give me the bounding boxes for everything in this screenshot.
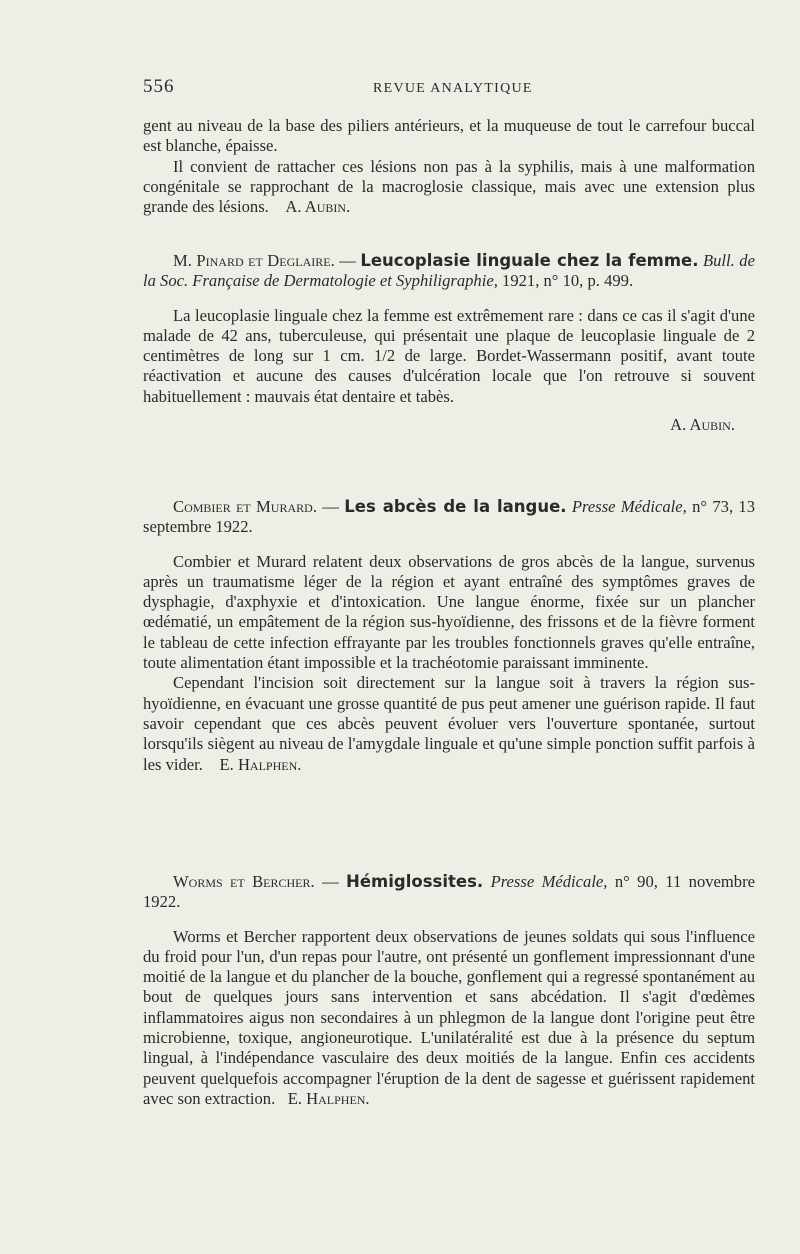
article-2-citation [143,497,755,538]
article-3-journal: Presse Médicale, [490,872,608,891]
page-number: 556 [143,76,175,97]
article-3-ref: n° 90, 11 novembre 1922. [143,872,756,912]
article-3-body [143,927,755,1110]
article-1-dash: — [339,251,356,270]
article-leucoplasie [143,251,755,435]
intro-paragraph-1: gent au niveau de la base des piliers antérieurs, et la muqueuse de tout le carrefour buccal est blanche, épaisse. [143,116,755,156]
article-3-authors: Worms et Bercher. [173,872,315,891]
article-1-authors: M. Pinard et Deglaire. [173,251,335,270]
running-title: REVUE ANALYTIQUE [373,81,533,96]
article-2-signature: E. Halphen. [219,754,302,774]
article-2-ref: n° 73, 13 septembre 1922. [143,497,756,537]
article-3-body-text: Worms et Bercher rapportent deux observations de jeunes soldats qui sous l'influence du froid pour l'un, d'un repas pour l'autre, ont présenté un gonflement impressionnant d'une moitié de la langue et du plancher de la bouche, gonflement qui a regressé spontanément au bout de quelques jours sans intervention et sans abcédation. Il s'agit d'œdèmes inflammatoires aigus non secondaires à un phlegmon de la langue dont l'origine peut être microbienne, toxique, angioneurotique. L'unilatéralité est due à la présence du septum lingual, à l'indépendance vasculaire des deux moitiés de la langue. Enfin ces accidents peuvent quelquefois accompagner l'éruption de la dent de sagesse et guérissent rapidement avec son extraction. [143,926,755,1108]
intro-paragraph-2 [143,157,755,218]
article-2-authors: Combier et Murard. [173,497,317,516]
article-2-title: Les abcès de la langue. [344,497,567,516]
article-2-journal: Presse Médicale, [571,497,687,516]
article-abces [143,497,755,775]
article-2-body-2 [143,673,755,774]
article-1-citation [143,251,755,292]
page-header [143,76,763,104]
article-3-citation [143,872,755,913]
article-3-signature: E. Halphen. [287,1088,370,1108]
article-2-body-1: Combier et Murard relatent deux observations de gros abcès de la langue, survenus après un traumatisme léger de la région et ayant entraîné des symptômes graves de dysphagie, d'axphyxie et d'intoxication. Une langue énorme, fixée sur un plancher œdématié, un empâtement de la région sus-hyoïdienne, des frissons et de la fièvre forment le tableau de cette infection effrayante par les troubles fonctionnels graves qu'elle entraîne, toute alimentation étant impossible et la trachéotomie paraissant imminente. [143,551,755,673]
article-2-dash: — [322,497,339,516]
article-1-body: La leucoplasie linguale chez la femme est extrêmement rare : dans ce cas il s'agit d'une malade de 42 ans, tuberculeuse, qui présentait une plaque de leucoplasie linguale de 2 centimètres de long sur 1 cm. 1/2 de large. Bordet-Wassermann positif, avant toute réactivation et aucune des causes d'ulcération locale que l'on retrouve si souvent habituellement : mauvais état dentaire et tabès. [143,305,755,406]
article-1-ref: 1921, n° 10, p. 499. [502,271,634,291]
article-3-dash: — [322,872,339,891]
article-1-title: Leucoplasie linguale chez la femme. [360,251,699,270]
intro-paragraph-2-text: Il convient de rattacher ces lésions non pas à la syphilis, mais à une malformation congénitale se rapprochant de la macroglosie classique, mais avec une extension plus grande des lésions. [143,156,755,217]
intro-section [143,116,755,217]
article-hemiglossites [143,872,755,1109]
article-1-journal: Bull. de la Soc. Française de Dermatologie et Syphiligraphie, [143,251,755,291]
article-2-body-2-text: Cependant l'incision soit directement sur la langue soit à travers la région sus-hyoïdienne, en évacuant une grosse quantité de pus peut amener une guérison rapide. Il faut savoir cependant que ces abcès peuvent évoluer vers l'ouverture spontanée, surtout lorsqu'ils siègent au niveau de l'amygdale linguale et qu'une simple ponction suffit parfois à les vider. [143,673,755,774]
article-3-title: Hémiglossites. [346,872,484,891]
intro-signature: A. Aubin. [285,197,351,217]
article-1-signature: A. Aubin. [670,415,735,435]
